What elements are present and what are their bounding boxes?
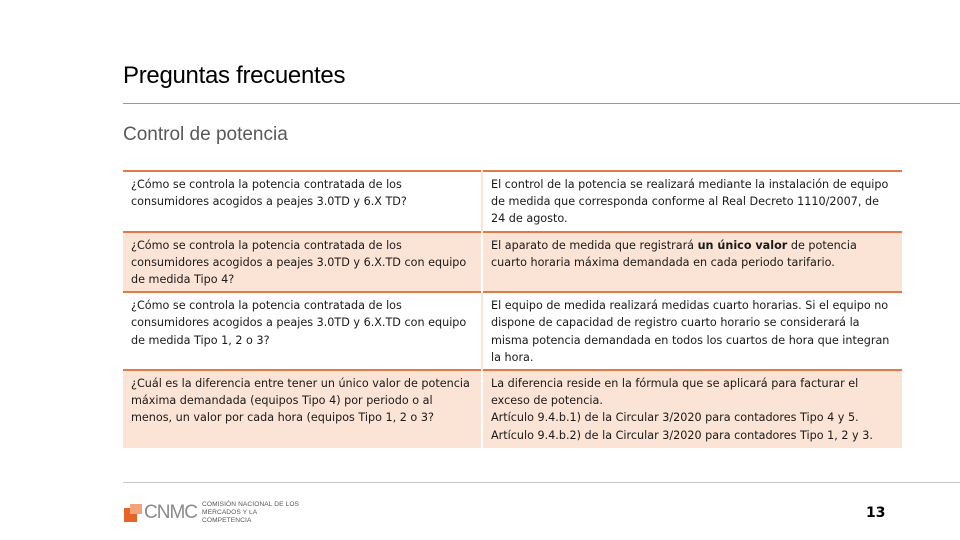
cnmc-logo-icon: [124, 504, 142, 522]
faq-question: ¿Cuál es la diferencia entre tener un único valor de potencia máxima demandada (equipos Tipo 4) por periodo o al menos, un valor por cada hora (equipos Tipo 1, 2 o 3?: [123, 370, 482, 447]
faq-answer-line: Artículo 9.4.b.2) de la Circular 3/2020 para contadores Tipo 1, 2 y 3.: [491, 428, 873, 442]
faq-answer-text: de potencia cuarto horaria máxima demandada en cada periodo tarifario.: [491, 238, 857, 269]
title-divider: [123, 103, 960, 104]
faq-table: [123, 170, 902, 448]
faq-question: ¿Cómo se controla la potencia contratada de los consumidores acogidos a peajes 3.0TD y 6.X.TD con equipo de medida Tipo 4?: [123, 232, 482, 293]
page-title: Preguntas frecuentes: [123, 62, 346, 89]
faq-question: ¿Cómo se controla la potencia contratada de los consumidores acogidos a peajes 3.0TD y 6.X TD?: [123, 171, 482, 232]
logo-subtitle-line: COMISIÓN NACIONAL DE LOS: [202, 501, 300, 508]
table-row: [123, 292, 902, 370]
logo-subtitle: [202, 501, 307, 525]
table-row: [123, 232, 902, 293]
logo-subtitle-line: MERCADOS Y LA COMPETENCIA: [202, 509, 257, 524]
faq-answer-line: Artículo 9.4.b.1) de la Circular 3/2020 para contadores Tipo 4 y 5.: [491, 411, 859, 425]
page-number: 13: [866, 505, 886, 521]
table-row: [123, 370, 902, 447]
faq-answer-line: La diferencia reside en la fórmula que se aplicará para facturar el exceso de potencia.: [491, 377, 859, 408]
faq-answer-emphasis: un único valor: [697, 238, 788, 252]
section-subtitle: Control de potencia: [123, 124, 288, 145]
table-row: [123, 171, 902, 232]
faq-question: ¿Cómo se controla la potencia contratada de los consumidores acogidos a peajes 3.0TD y 6.X.TD con equipo de medida Tipo 1, 2 o 3?: [123, 292, 482, 370]
faq-answer: El control de la potencia se realizará mediante la instalación de equipo de medida que corresponda conforme al Real Decreto 1110/2007, de 24 de agosto.: [482, 171, 902, 232]
faq-answer: El equipo de medida realizará medidas cuarto horarias. Si el equipo no dispone de capacidad de registro cuarto horario se considerará la misma potencia demandada en todos los cuartos de hora que integran la hora.: [482, 292, 902, 370]
faq-answer: [482, 370, 902, 447]
faq-answer: [482, 232, 902, 293]
logo-wordmark: CNMC: [144, 502, 197, 523]
footer-divider: [123, 482, 960, 483]
cnmc-logo: [124, 502, 307, 524]
faq-answer-text: El aparato de medida que registrará: [491, 238, 698, 252]
